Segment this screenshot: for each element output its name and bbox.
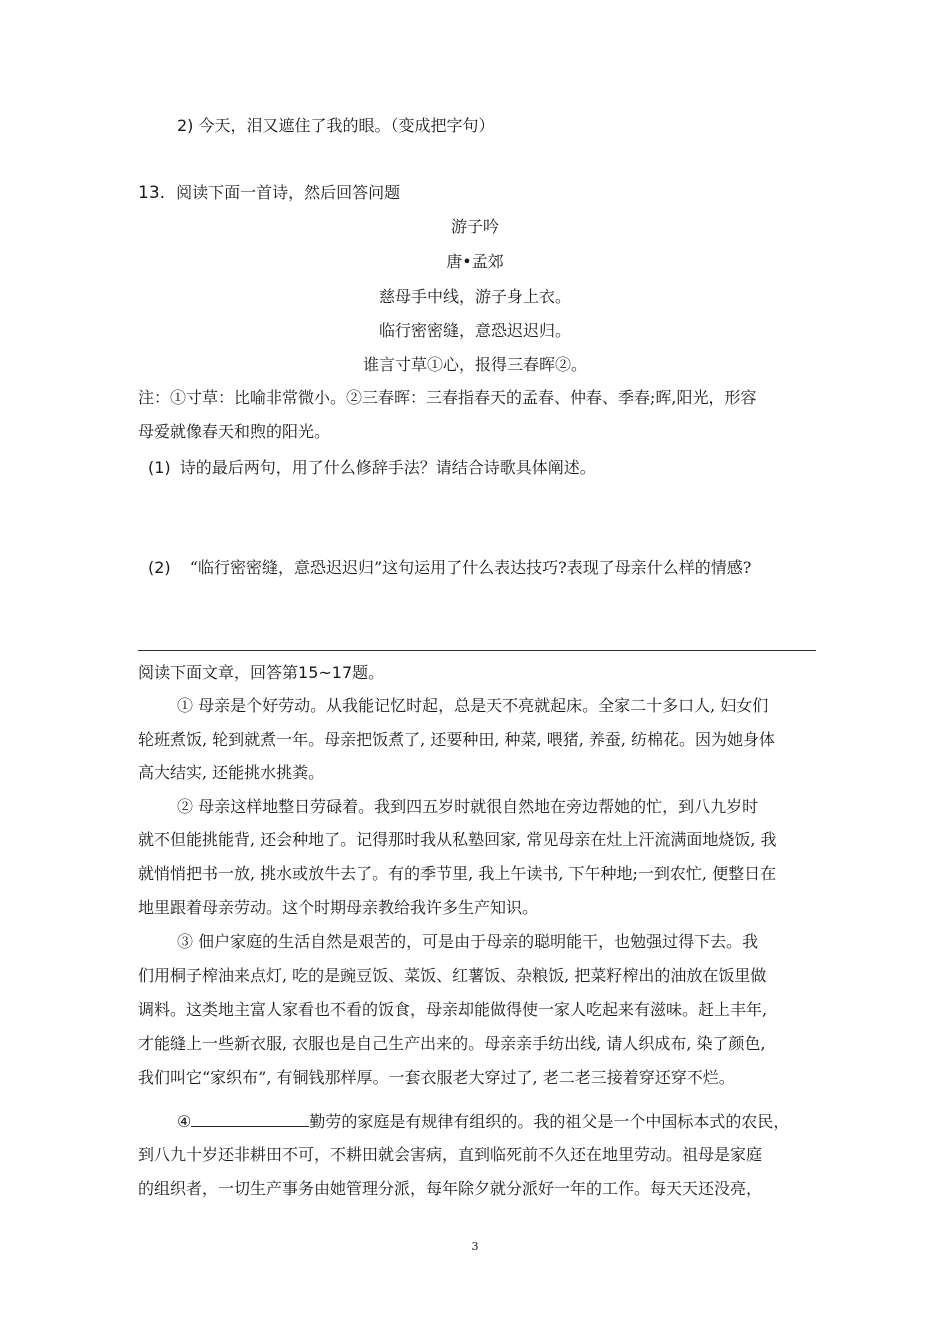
p2-line-1: ② 母亲这样地整日劳碌着。我到四五岁时就很自然地在旁边帮她的忙，到八九岁时 — [177, 797, 759, 816]
section-divider — [138, 650, 816, 651]
poem-line-3: 谁言寸草①心，报得三春晖②。 — [362, 355, 587, 374]
q12-item2 — [177, 114, 495, 138]
q12-item2-text: 今天，泪又遮住了我的眼。（变成把字句） — [198, 116, 495, 135]
p2-line-2: 就不但能挑能背, 还会种地了。记得那时我从私塾回家, 常见母亲在灶上汗流满面地烧饭, 我 — [138, 830, 777, 849]
poem-author: 唐•孟郊 — [446, 252, 504, 271]
q13-sub1-number: (1) — [148, 458, 171, 477]
p3-line-5: 我们叫它“家织布”, 有铜钱那样厚。一套衣服老大穿过了, 老二老三接着穿还穿不烂。 — [138, 1068, 735, 1087]
q13-sub2-text: “临行密密缝，意恐迟迟归”这句运用了什么表达技巧?表现了母亲什么样的情感? — [189, 558, 752, 577]
q13-prompt: 阅读下面一首诗，然后回答问题 — [176, 183, 401, 202]
p4-line-1 — [177, 1108, 789, 1134]
p3-line-3: 调料。这类地主富人家看也不看的饭食，母亲却能做得使一家人吃起来有滋味。赶上丰年, — [138, 1000, 768, 1019]
poem-line-1: 慈母手中线，游子身上衣。 — [378, 287, 571, 306]
p1-line-1: ① 母亲是个好劳动。从我能记忆时起，总是天不亮就起床。全家二十多口人, 妇女们 — [177, 696, 769, 715]
p4-fill-blank[interactable] — [191, 1108, 309, 1127]
poem-note-line-2: 母爱就像春天和煦的阳光。 — [138, 422, 331, 441]
page-number: 3 — [471, 1240, 479, 1253]
p1-line-3: 高大结实, 还能挑水挑粪。 — [138, 763, 325, 782]
p4-marker: ④ — [177, 1112, 192, 1131]
p2-line-3: 就悄悄把书一放, 挑水或放牛去了。有的季节里, 我上午读书, 下午种地;一到农忙, 便整日在 — [138, 864, 777, 883]
p4-line-2: 到八九十岁还非耕田不可，不耕田就会害病，直到临死前不久还在地里劳动。祖母是家庭 — [138, 1145, 763, 1164]
reading-intro-range: 15~17 — [298, 663, 353, 682]
q13-sub1 — [148, 456, 596, 480]
p4-line-3: 的组织者，一切生产事务由她管理分派，每年除夕就分派好一年的工作。每天天还没亮， — [138, 1179, 763, 1198]
reading-intro-suffix: 题。 — [352, 663, 385, 682]
reading-intro — [138, 661, 384, 685]
poem-title: 游子吟 — [450, 217, 499, 236]
q13-number: 13. — [138, 183, 166, 203]
q13-heading — [138, 181, 400, 205]
reading-intro-prefix: 阅读下面文章，回答第 — [138, 663, 299, 682]
p3-line-2: 们用桐子榨油来点灯, 吃的是豌豆饭、菜饭、红薯饭、杂粮饭, 把菜籽榨出的油放在饭里做 — [138, 966, 767, 985]
p1-line-2: 轮班煮饭, 轮到就煮一年。母亲把饭煮了, 还要种田, 种菜, 喂猪, 养蚕, 纺棉花。因为她身体 — [138, 730, 776, 749]
p3-line-1: ③ 佃户家庭的生活自然是艰苦的，可是由于母亲的聪明能干，也勉强过得下去。我 — [177, 932, 759, 951]
p3-line-4: 才能缝上一些新衣服, 衣服也是自己生产出来的。母亲亲手纺出线, 请人织成布, 染了颜色, — [138, 1034, 766, 1053]
q12-item2-number: 2) — [177, 116, 194, 135]
q13-sub2-number: (2) — [148, 558, 171, 577]
poem-note-line-1: 注：①寸草：比喻非常微小。②三春晖：三春指春天的孟春、仲春、季春;晖,阳光，形容 — [138, 388, 757, 407]
p2-line-4: 地里跟着母亲劳动。这个时期母亲教给我许多生产知识。 — [138, 898, 539, 917]
q13-sub2 — [148, 556, 751, 580]
p4-line-1-text: 勤劳的家庭是有规律有组织的。我的祖父是一个中国标本式的农民， — [309, 1112, 790, 1131]
poem-line-2: 临行密密缝，意恐迟迟归。 — [378, 321, 571, 340]
q13-sub1-text: 诗的最后两句，用了什么修辞手法？请结合诗歌具体阐述。 — [179, 458, 596, 477]
